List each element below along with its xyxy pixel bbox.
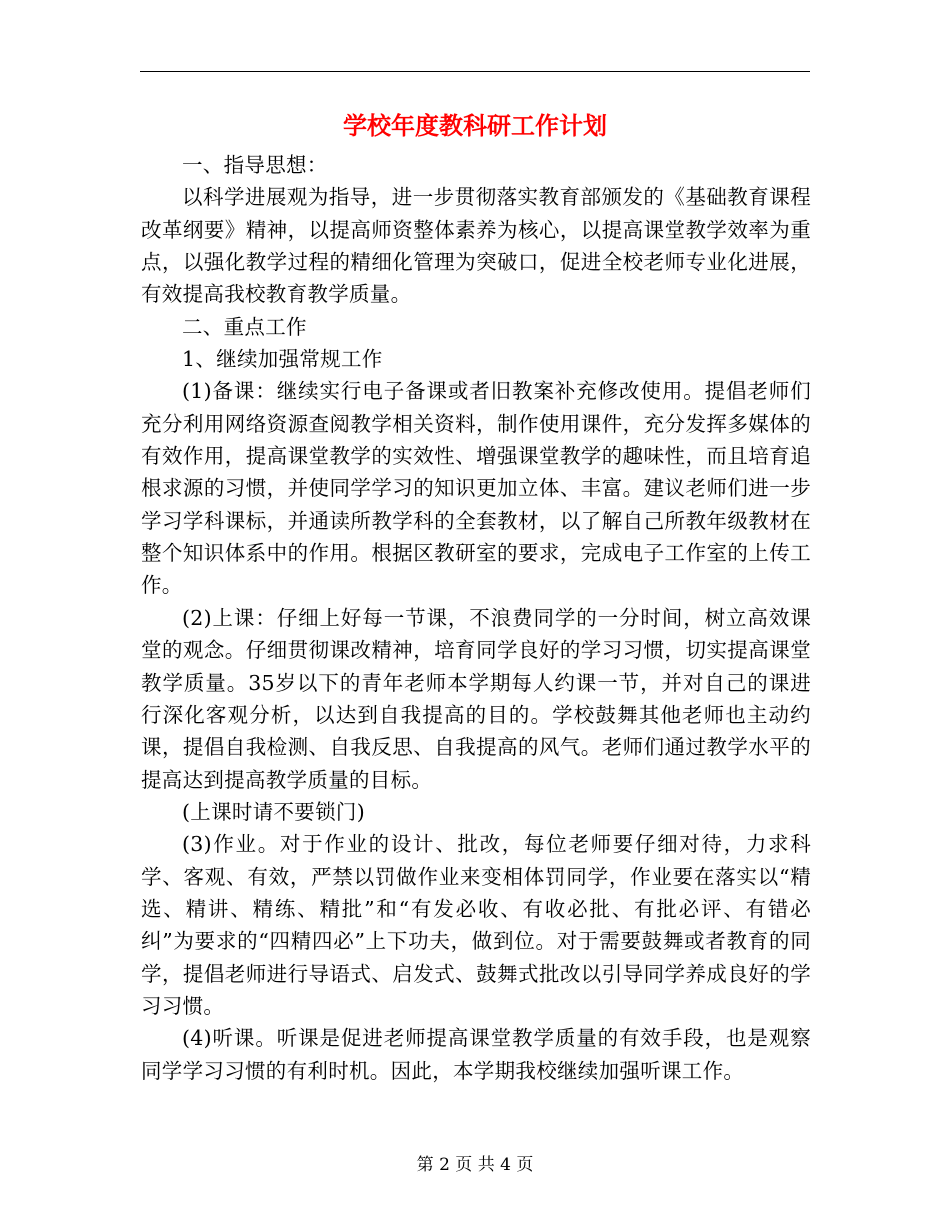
paragraph-teaching: (2)上课：仔细上好每一节课，不浪费同学的一分时间，树立高效课堂的观念。仔细贯彻课改精神，培育同学良好的学习习惯，切实提高课堂教学质量。35岁以下的青年老师本学期每人约课一节，并对自己的课进行深化客观分析，以达到自我提高的目的。学校鼓舞其他老师也主动约课，提倡自我检测、自我反思、自我提高的风气。老师们通过教学水平的提高达到提高教学质量的目标。	[141, 605, 811, 792]
section-heading-guiding-thought: 一、指导思想：	[182, 153, 328, 177]
paragraph-guiding-thought: 以科学进展观为指导，进一步贯彻落实教育部颁发的《基础教育课程改革纲要》精神，以提高师资整体素养为核心，以提高课堂教学效率为重点，以强化教学过程的精细化管理为突破口，促进全校老师专业化进展，有效提高我校教育教学质量。	[141, 185, 811, 307]
paragraph-door-note: (上课时请不要锁门)	[182, 799, 365, 824]
section-heading-key-work: 二、重点工作	[182, 314, 307, 339]
document-body	[141, 149, 811, 1087]
paragraph-lesson-preparation: (1)备课：继续实行电子备课或者旧教案补充修改使用。提倡老师们充分利用网络资源查阅教学相关资料，制作使用课件，充分发挥多媒体的有效作用，提高课堂教学的实效性、增强课堂教学的趣味性，而且培育追根求源的习惯，并使同学学习的知识更加立体、丰富。建议老师们进一步学习学科课标，并通读所教学科的全套教材，以了解自己所教年级教材在整个知识体系中的作用。根据区教研室的要求，完成电子工作室的上传工作。	[141, 379, 811, 598]
page-number-footer: 第 2 页 共 4 页	[416, 1155, 534, 1175]
header-rule	[140, 71, 810, 72]
document-title: 学校年度教科研工作计划	[343, 111, 607, 140]
paragraph-lesson-observation: (4)听课。听课是促进老师提高课堂教学质量的有效手段，也是观察同学学习习惯的有利时机。因此，本学期我校继续加强听课工作。	[141, 1026, 811, 1083]
paragraph-homework: (3)作业。对于作业的设计、批改，每位老师要仔细对待，力求科学、客观、有效，严禁以罚做作业来变相体罚同学，作业要在落实以“精选、精讲、精练、精批”和“有发必收、有收必批、有批必评、有错必纠”为要求的“四精四必”上下功夫，做到位。对于需要鼓舞或者教育的同学，提倡老师进行导语式、启发式、鼓舞式批改以引导同学养成良好的学习习惯。	[141, 832, 811, 1018]
subsection-heading-routine-work: 1、继续加强常规工作	[182, 347, 383, 372]
